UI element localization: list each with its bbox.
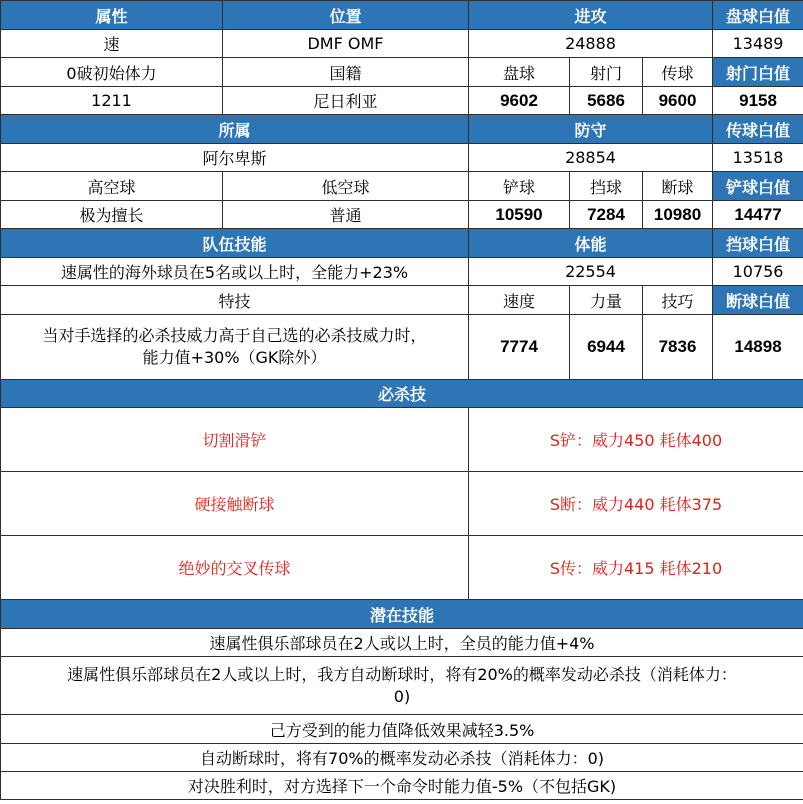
defense-value: 28854 <box>469 144 713 172</box>
move-name: 绝妙的交叉传球 <box>1 536 469 600</box>
shoot-label: 射门 <box>570 58 643 87</box>
position-value: DMF OMF <box>223 30 469 58</box>
info-row-1 <box>1 30 803 58</box>
defense-header: 防守 <box>469 115 713 144</box>
stamina-label: 0破初始体力 <box>1 58 223 87</box>
attack-value: 24888 <box>469 30 713 58</box>
value-row-6 <box>1 201 803 229</box>
affiliation-value: 阿尔卑斯 <box>1 144 469 172</box>
potential-row <box>1 629 803 657</box>
label-row-8 <box>1 286 803 315</box>
dribble-white-value: 13489 <box>713 30 803 58</box>
move-detail: S铲：威力450 耗体400 <box>469 408 803 472</box>
header-row-3 <box>1 229 803 258</box>
shoot-white-header: 射门白值 <box>713 58 803 87</box>
special-line-2: 能力值+30%（GK除外） <box>142 348 327 367</box>
nationality-label: 国籍 <box>223 58 469 87</box>
potential-skill: 己方受到的能力值降低效果减轻3.5% <box>1 715 803 744</box>
nationality-value: 尼日利亚 <box>223 87 469 115</box>
label-row-2 <box>1 58 803 87</box>
attribute-value: 速 <box>1 30 223 58</box>
tackle-white-value: 14477 <box>713 201 803 229</box>
potential-skill <box>1 657 803 715</box>
technique-label: 技巧 <box>643 286 713 315</box>
block-white-header: 挡球白值 <box>713 229 803 258</box>
dribble-white-header: 盘球白值 <box>713 1 803 30</box>
dribble-value: 9602 <box>469 87 570 115</box>
shoot-value: 5686 <box>570 87 643 115</box>
tackle-label: 铲球 <box>469 172 570 201</box>
potential-skill: 速属性俱乐部球员在2人或以上时，全员的能力值+4% <box>1 629 803 657</box>
attribute-header: 属性 <box>1 1 223 30</box>
shoot-white-value: 9158 <box>713 87 803 115</box>
pass-label: 传球 <box>643 58 713 87</box>
speed-label: 速度 <box>469 286 570 315</box>
block-white-value: 10756 <box>713 258 803 286</box>
potential-row <box>1 657 803 715</box>
move-detail: S断：威力440 耗体375 <box>469 472 803 536</box>
move-row <box>1 408 803 472</box>
intercept-white-header: 断球白值 <box>713 286 803 315</box>
move-name: 硬接触断球 <box>1 472 469 536</box>
label-row-5 <box>1 172 803 201</box>
value-row-9 <box>1 315 803 380</box>
physical-header: 体能 <box>469 229 713 258</box>
affiliation-header: 所属 <box>1 115 469 144</box>
special-line-1: 当对手选择的必杀技威力高于自己选的必杀技威力时， <box>42 326 427 345</box>
potential-row <box>1 715 803 744</box>
dribble-label: 盘球 <box>469 58 570 87</box>
team-skill-value: 速属性的海外球员在5名或以上时，全能力+23% <box>1 258 469 286</box>
potential-skill: 自动断球时，将有70%的概率发动必杀技（消耗体力：0) <box>1 744 803 772</box>
high-ball-label: 高空球 <box>1 172 223 201</box>
attack-header: 进攻 <box>469 1 713 30</box>
block-value: 7284 <box>570 201 643 229</box>
low-ball-label: 低空球 <box>223 172 469 201</box>
low-ball-value: 普通 <box>223 201 469 229</box>
move-row <box>1 472 803 536</box>
intercept-label: 断球 <box>643 172 713 201</box>
pass-white-value: 13518 <box>713 144 803 172</box>
header-row-2 <box>1 115 803 144</box>
special-moves-header: 必杀技 <box>1 380 803 408</box>
potential-skill-line-2: 0) <box>393 686 411 706</box>
physical-value: 22554 <box>469 258 713 286</box>
header-row-4 <box>1 380 803 408</box>
move-name: 切割滑铲 <box>1 408 469 472</box>
special-description <box>1 315 469 380</box>
stamina-value: 1211 <box>1 87 223 115</box>
potential-skill: 对决胜利时，对方选择下一个命令时能力值-5%（不包括GK) <box>1 772 803 800</box>
potential-skills-header: 潜在技能 <box>1 600 803 629</box>
special-label: 特技 <box>1 286 469 315</box>
pass-white-header: 传球白值 <box>713 115 803 144</box>
header-row-5 <box>1 600 803 629</box>
power-label: 力量 <box>570 286 643 315</box>
info-row-7 <box>1 258 803 286</box>
potential-skill-line-1: 速属性俱乐部球员在2人或以上时，我方自动断球时，将有20%的概率发动必杀技（消耗体力： <box>67 664 737 684</box>
potential-row <box>1 772 803 800</box>
intercept-value: 10980 <box>643 201 713 229</box>
power-value: 6944 <box>570 315 643 380</box>
intercept-white-value: 14898 <box>713 315 803 380</box>
speed-value: 7774 <box>469 315 570 380</box>
position-header: 位置 <box>223 1 469 30</box>
potential-row <box>1 744 803 772</box>
header-row-1 <box>1 1 803 30</box>
move-row <box>1 536 803 600</box>
high-ball-value: 极为擅长 <box>1 201 223 229</box>
info-row-4 <box>1 144 803 172</box>
block-label: 挡球 <box>570 172 643 201</box>
technique-value: 7836 <box>643 315 713 380</box>
move-detail: S传：威力415 耗体210 <box>469 536 803 600</box>
pass-value: 9600 <box>643 87 713 115</box>
value-row-3 <box>1 87 803 115</box>
tackle-white-header: 铲球白值 <box>713 172 803 201</box>
team-skill-header: 队伍技能 <box>1 229 469 258</box>
tackle-value: 10590 <box>469 201 570 229</box>
